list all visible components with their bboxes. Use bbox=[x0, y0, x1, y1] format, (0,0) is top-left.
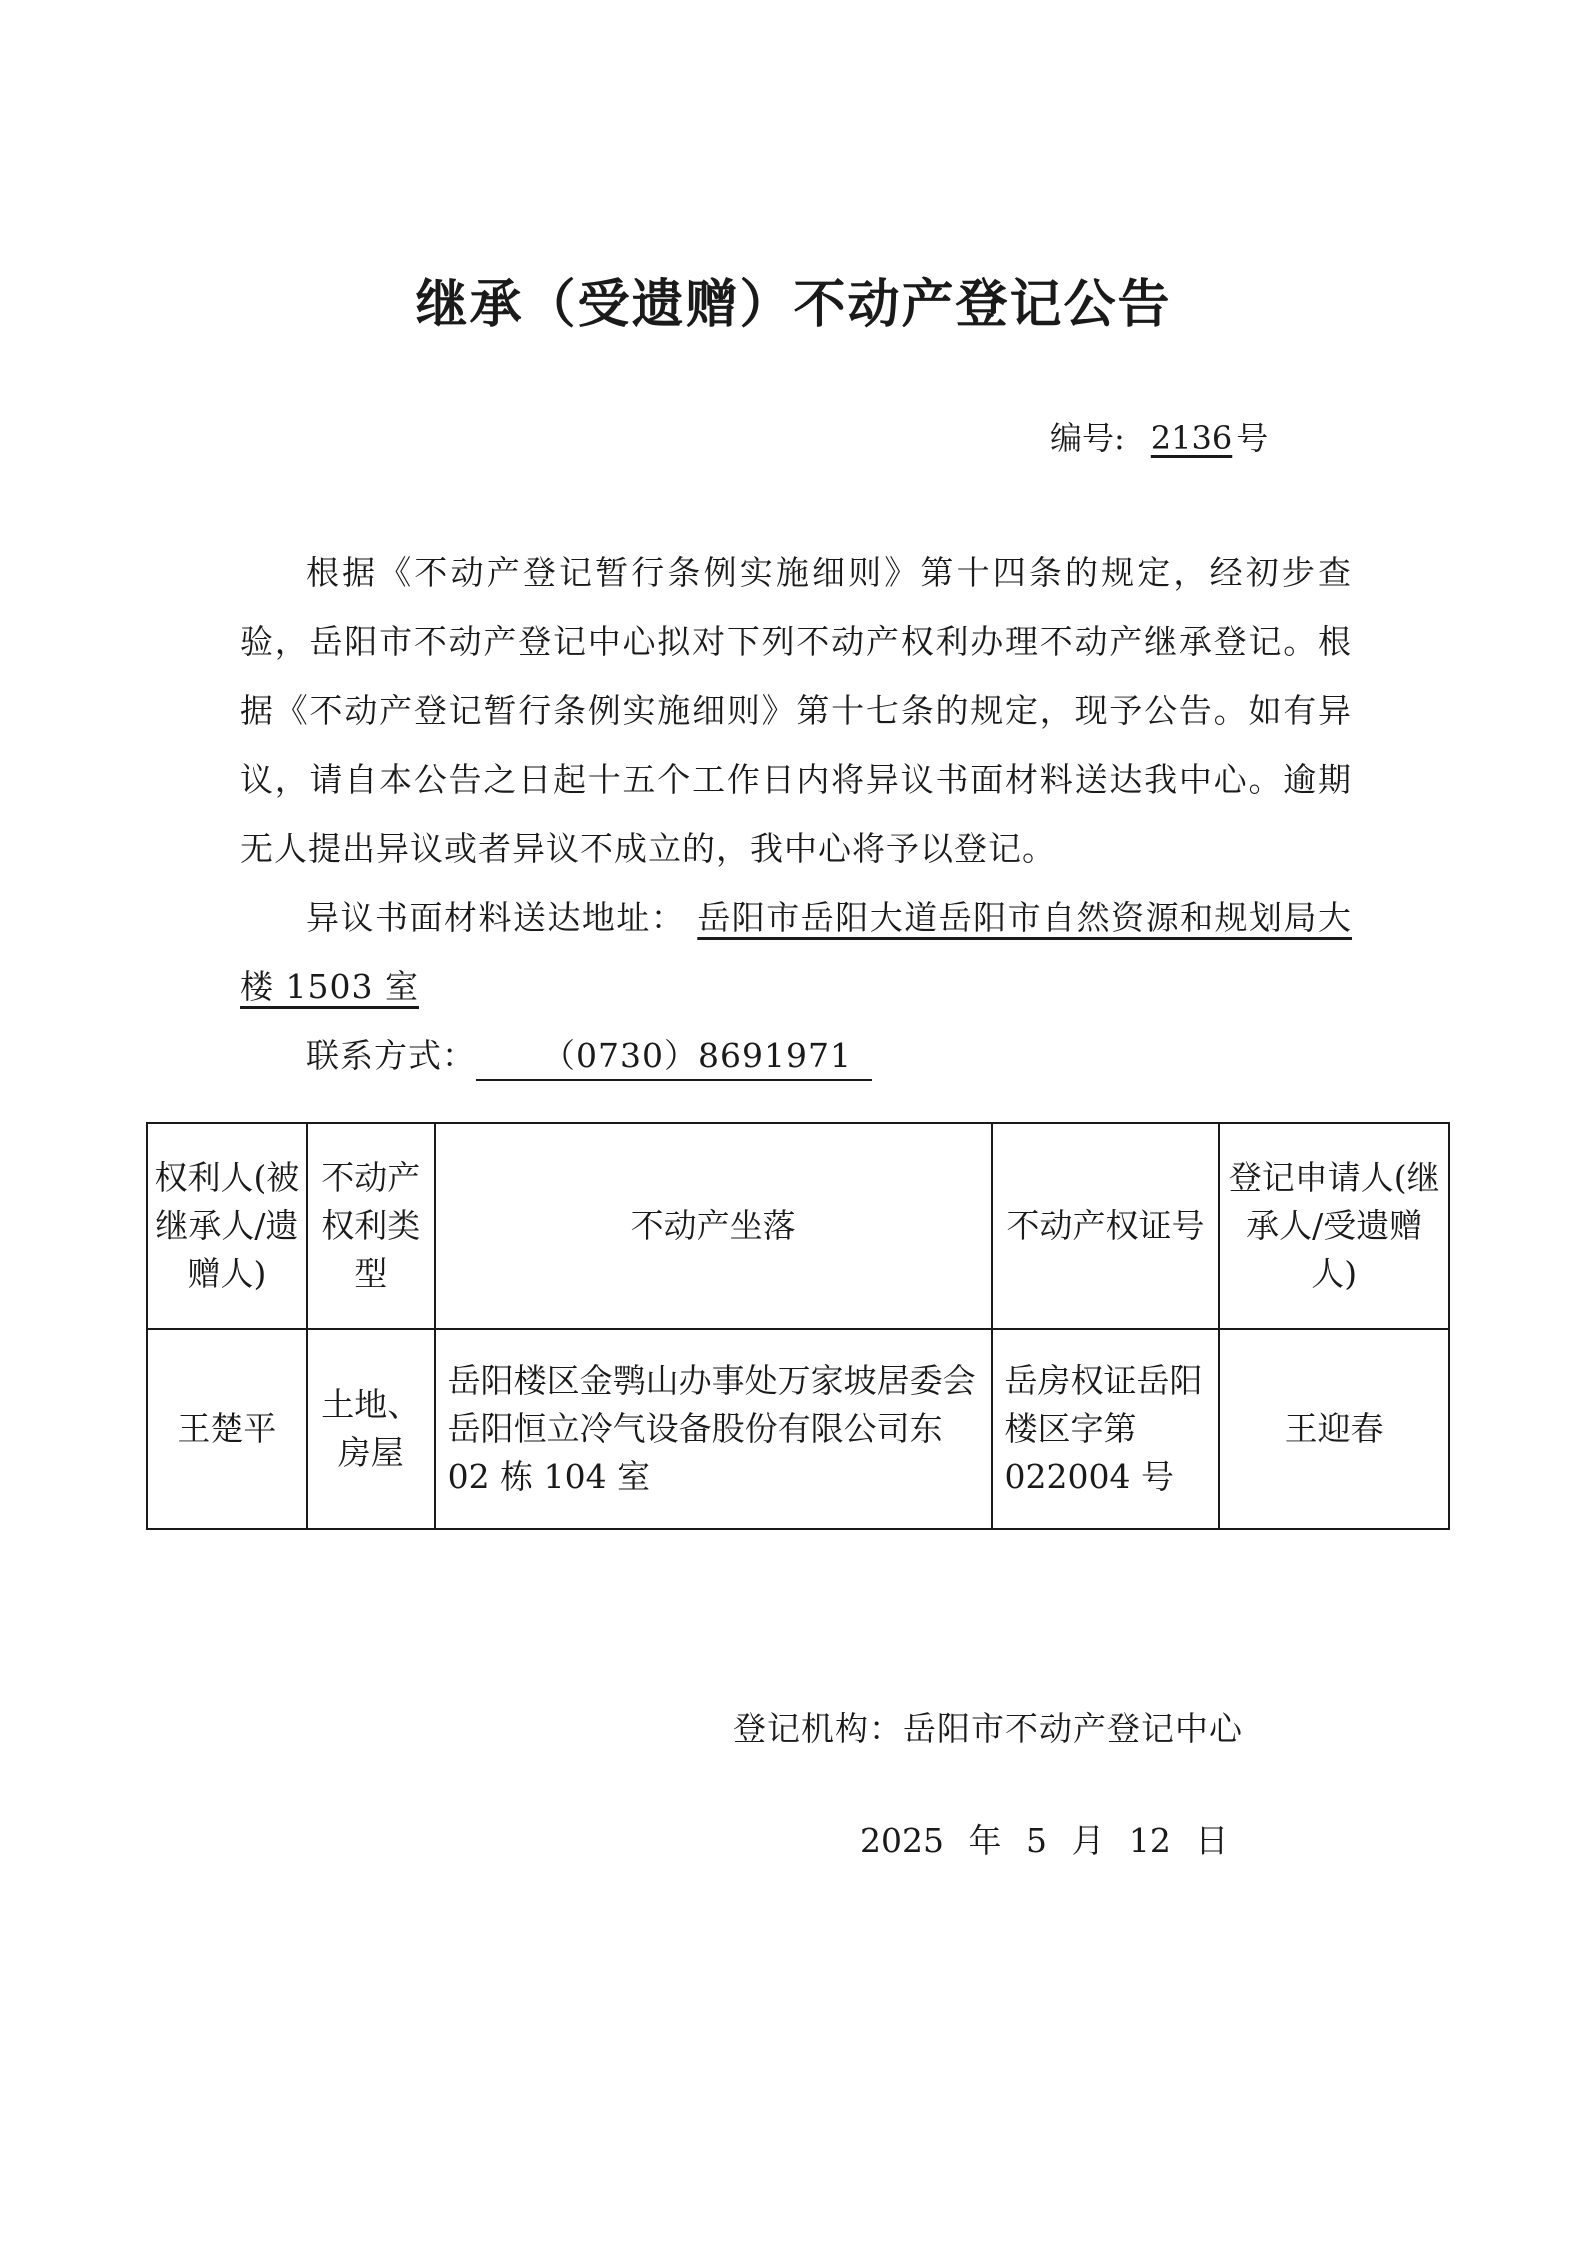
notice-body bbox=[240, 538, 1352, 1090]
document-title: 继承（受遗赠）不动产登记公告 bbox=[415, 275, 1172, 335]
header-right-type: 不动产权利类型 bbox=[307, 1123, 435, 1329]
document-number-value: 2136 bbox=[1150, 419, 1233, 457]
property-table bbox=[146, 1122, 1450, 1530]
notice-paragraph: 根据《不动产登记暂行条例实施细则》第十四条的规定，经初步查验，岳阳市不动产登记中心拟对下列不动产权利办理不动产继承登记。根据《不动产登记暂行条例实施细则》第十七条的规定，现予公告。如有异议，请自本公告之日起十五个工作日内将异议书面材料送达我中心。逾期无人提出异议或者异议不成立的，我中心将予以登记。 bbox=[240, 553, 1352, 868]
header-location: 不动产坐落 bbox=[435, 1123, 992, 1329]
objection-address-label: 异议书面材料送达地址： bbox=[306, 898, 686, 937]
header-cert-no: 不动产权证号 bbox=[992, 1123, 1220, 1329]
cell-location: 岳阳楼区金鹗山办事处万家坡居委会岳阳恒立冷气设备股份有限公司东 02 栋 104 室 bbox=[435, 1329, 992, 1529]
contact-info bbox=[240, 1021, 1352, 1090]
cell-right-type: 土地、房屋 bbox=[307, 1329, 435, 1529]
document-number bbox=[1050, 413, 1268, 459]
registration-agency bbox=[733, 1703, 1243, 1750]
agency-name: 岳阳市不动产登记中心 bbox=[903, 1709, 1243, 1748]
cell-applicant: 王迎春 bbox=[1219, 1329, 1449, 1529]
objection-address-value: 岳阳市岳阳大道岳阳市自然资源和规划局大楼 1503 室 bbox=[240, 898, 1353, 1006]
cell-cert-no: 岳房权证岳阳楼区字第 022004 号 bbox=[992, 1329, 1220, 1529]
document-number-label: 编号: bbox=[1050, 419, 1125, 457]
table-row bbox=[147, 1329, 1449, 1529]
document-number-suffix: 号 bbox=[1236, 419, 1269, 457]
objection-address bbox=[240, 883, 1352, 1021]
contact-label: 联系方式： bbox=[306, 1036, 476, 1075]
header-applicant: 登记申请人(继承人/受遗赠人) bbox=[1219, 1123, 1449, 1329]
cell-right-holder: 王楚平 bbox=[147, 1329, 307, 1529]
agency-label: 登记机构： bbox=[733, 1709, 903, 1748]
contact-value: （0730）8691971 bbox=[476, 1033, 872, 1081]
notice-date: 2025 年 5 月 12 日 bbox=[860, 1821, 1229, 1860]
table-header-row bbox=[147, 1123, 1449, 1329]
header-right-holder: 权利人(被继承人/遗赠人) bbox=[147, 1123, 307, 1329]
